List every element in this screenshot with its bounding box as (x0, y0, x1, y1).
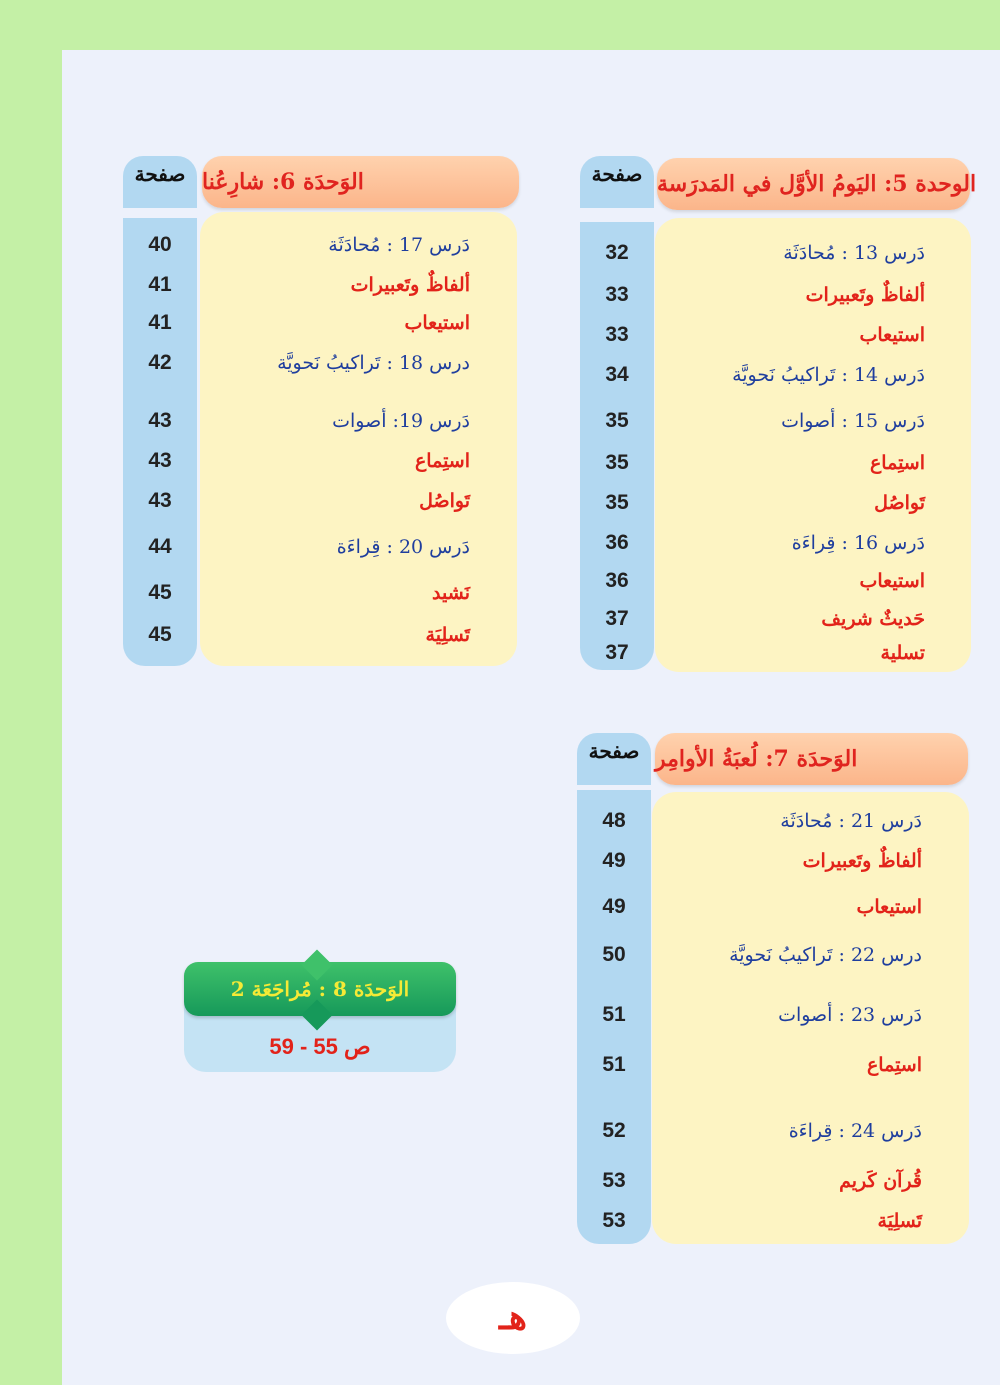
page-number: 35 (605, 451, 629, 474)
unit-6-page-tab (123, 156, 197, 208)
lesson-item: دَرس 13 : مُحادَثَة (783, 242, 925, 264)
page-number: 51 (602, 1053, 626, 1076)
page-number: 42 (148, 351, 172, 374)
lesson-item: استِماع (866, 1054, 922, 1076)
lesson-item: دَرس 16 : قِراءَة (791, 532, 925, 554)
lesson-item: استيعاب (859, 570, 925, 592)
lesson-item: ألفاظٌ وتَعبيرات (802, 850, 922, 872)
lesson-item: دَرس 24 : قِراءَة (788, 1120, 922, 1142)
page-number: 41 (148, 311, 172, 334)
lesson-item: دَرس 21 : مُحادَثَة (780, 810, 922, 832)
unit-7-page-tab (577, 733, 651, 785)
lesson-item: تسلية (880, 642, 925, 664)
page-number: 36 (605, 531, 629, 554)
page-number: 41 (148, 273, 172, 296)
page-number: 43 (148, 409, 172, 432)
lesson-item: استيعاب (859, 324, 925, 346)
page-number: 53 (602, 1209, 626, 1232)
lesson-item: استيعاب (404, 312, 470, 334)
page-number: 45 (148, 623, 172, 646)
page-number: 52 (602, 1119, 626, 1142)
page-number: 43 (148, 489, 172, 512)
page-number: 33 (605, 283, 629, 306)
lesson-item: دَرس 15 : أصوات (781, 410, 925, 432)
lesson-item: دَرس 20 : قِراءَة (336, 536, 470, 558)
page-number: 36 (605, 569, 629, 592)
lesson-item: تَواصُل (419, 490, 470, 512)
lesson-item: استِماع (869, 452, 925, 474)
lesson-item: ألفاظٌ وتَعبيرات (350, 274, 470, 296)
unit-5-page-label: صفحة (591, 162, 643, 186)
page-number: 35 (605, 409, 629, 432)
lesson-item: درس 18 : تَراكيبُ نَحويَّة (277, 352, 470, 374)
lesson-item: حَديثٌ شريف (821, 608, 925, 630)
unit-5-page-tab (580, 156, 654, 208)
unit-5-header (657, 158, 977, 210)
page-number: 37 (605, 641, 629, 664)
unit-6-header (202, 156, 519, 208)
folio-letter: هـ (499, 1298, 527, 1338)
review-title: الوَحدَة 8 : مُراجَعَة 2 (230, 977, 410, 1001)
page-number: 33 (605, 323, 629, 346)
page-number: 37 (605, 607, 629, 630)
unit-6-page-label: صفحة (134, 162, 186, 186)
lesson-item: تَسلِيَة (877, 1210, 922, 1232)
lesson-item: درس 22 : تَراكيبُ نَحويَّة (729, 944, 922, 966)
page-number: 51 (602, 1003, 626, 1026)
lesson-item: تَسلِيَة (425, 624, 470, 646)
lesson-item: قُرآن كَريم (839, 1170, 922, 1192)
unit-6-title: الوَحدَة 6: شارِعُنا (202, 169, 364, 195)
page-number: 48 (602, 809, 626, 832)
page-number: 43 (148, 449, 172, 472)
lesson-item: دَرس 14 : تَراكيبُ نَحويَّة (732, 364, 925, 386)
lesson-item: دَرس 17 : مُحادَثَة (328, 234, 470, 256)
unit-7-header (655, 733, 968, 785)
lesson-item: دَرس 23 : أصوات (778, 1004, 922, 1026)
lesson-item: تَواصُل (874, 492, 925, 514)
unit-5-title: الوحدة 5: اليَومُ الأوَّل في المَدرَسة (657, 171, 977, 197)
page-number: 44 (148, 535, 172, 558)
unit-7-title: الوَحدَة 7: لُعبَةُ الأوامِر (655, 746, 858, 772)
review-pages: ص 55 - 59 (269, 1034, 371, 1059)
page-number: 32 (605, 241, 629, 264)
lesson-item: ألفاظٌ وتَعبيرات (805, 284, 925, 306)
page-number: 40 (148, 233, 172, 256)
lesson-item: استيعاب (856, 896, 922, 918)
lesson-item: استِماع (414, 450, 470, 472)
page-number: 49 (602, 895, 626, 918)
page-number: 50 (602, 943, 626, 966)
lesson-item: دَرس 19: أصوات (332, 410, 470, 432)
unit-8-review (184, 962, 456, 1072)
page-number: 34 (605, 363, 629, 386)
page-number: 35 (605, 491, 629, 514)
review-header (184, 962, 456, 1016)
lesson-item: نَشيد (432, 582, 470, 604)
page-folio (446, 1282, 580, 1354)
page-number: 45 (148, 581, 172, 604)
page-number: 53 (602, 1169, 626, 1192)
unit-7-page-label: صفحة (588, 739, 640, 763)
page-number: 49 (602, 849, 626, 872)
